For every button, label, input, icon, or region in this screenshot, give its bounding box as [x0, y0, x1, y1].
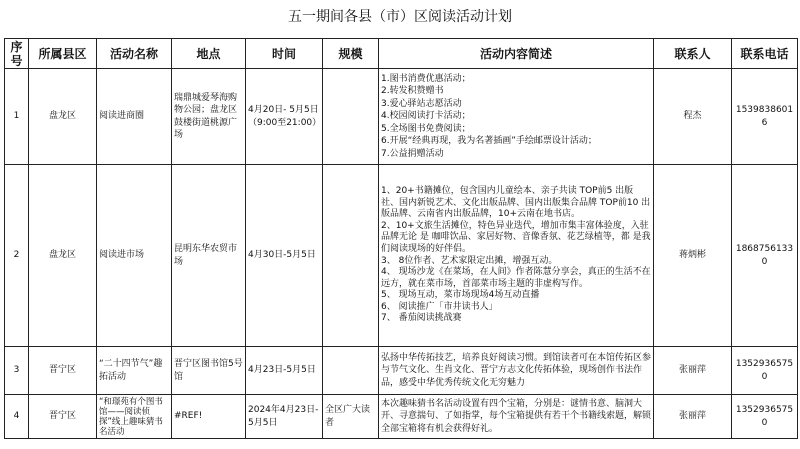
cell-phone: 13529365750	[732, 395, 798, 439]
cell-scale	[323, 69, 379, 165]
content-line: 1.图书消费优惠活动；	[381, 73, 471, 84]
header-county: 所属县区	[29, 39, 97, 69]
content-line: 3、 8位作者、艺术家限定出摊，增强互动。	[381, 255, 558, 266]
cell-phone: 15398386016	[732, 69, 798, 165]
cell-place: 昆明东华农贸市场	[172, 165, 246, 347]
cell-phone: 18687561330	[732, 165, 798, 347]
cell-contact: 张丽萍	[654, 395, 732, 439]
header-name: 活动名称	[97, 39, 172, 69]
header-scale: 规模	[323, 39, 379, 69]
cell-content	[379, 395, 654, 439]
header-row	[5, 39, 798, 69]
content-line: 7、 番茄阅读挑战赛	[381, 313, 462, 324]
header-no: 序号	[5, 39, 29, 69]
header-phone: 联系电话	[732, 39, 798, 69]
content-line: 4.校园阅读打卡活动；	[381, 111, 471, 122]
cell-phone: 13529365750	[732, 347, 798, 395]
cell-content	[379, 165, 654, 347]
cell-time: 4月23日-5月5日	[246, 347, 323, 395]
header-content: 活动内容简述	[379, 39, 654, 69]
header-place: 地点	[172, 39, 246, 69]
cell-county: 晋宁区	[29, 347, 97, 395]
cell-contact: 张丽萍	[654, 347, 732, 395]
table-row	[5, 165, 798, 347]
content-line: 3.爱心驿站志愿活动	[381, 98, 462, 109]
content-line: 弘扬中华传拓技艺，培养良好阅读习惯。到馆读者可在本馆传拓区参与节气文化、生肖文化、晋宁方志文化传拓体验，现场创作书法作品，感受中华优秀传统文化无穷魅力	[381, 352, 652, 388]
cell-content	[379, 347, 654, 395]
table-row	[5, 395, 798, 439]
activity-table	[4, 38, 798, 439]
page-title: 五一期间各县（市）区阅读活动计划	[288, 9, 512, 25]
cell-scale	[323, 165, 379, 347]
content-line: 6、 阅读推广「市井读书人」	[381, 301, 498, 312]
cell-contact: 蒋炳彬	[654, 165, 732, 347]
cell-scale	[323, 347, 379, 395]
content-line: 2、10+文旅生活摊位，特色异业迭代，增加市集丰富体验度，入驻品牌无论 是 咖啡饮品、家居好物、音像香氛、花艺绿植等，都 是我们阅读现场的好伴侣。	[381, 220, 651, 254]
cell-name: 阅读进市场	[97, 165, 172, 347]
cell-place: 晋宁区图书馆5号馆	[172, 347, 246, 395]
header-contact: 联系人	[654, 39, 732, 69]
cell-no: 4	[5, 395, 29, 439]
content-line: 4、 现场沙龙《在菜场，在人间》作者陈慧分享会，真正的生活不在远方，就在菜市场，首部菜市场主题的非虚构写作。	[381, 267, 651, 289]
cell-no: 3	[5, 347, 29, 395]
cell-county: 盘龙区	[29, 165, 97, 347]
content-line: 本次趣味猜书名活动设置有四个宝箱，分别是：谜情书意、脑洞大开、寻意揣句、了如指掌，每个宝箱提供有若干个书籍线索题，解锁全部宝箱将有机会获得好礼。	[381, 398, 652, 434]
cell-contact: 程杰	[654, 69, 732, 165]
cell-time: 4月30日-5月5日	[246, 165, 323, 347]
content-line: 1、20+书籍摊位，包含国内儿童绘本、亲子共读 TOP前5 出版社、国内新锐艺术、文化出版品牌、国内出版集合品牌 TOP前10 出版品牌、云南省内出版品牌，10+云南在地书店。	[381, 185, 651, 220]
table-row	[5, 69, 798, 165]
cell-name: 阅读进商圈	[97, 69, 172, 165]
cell-content	[379, 69, 654, 165]
content-line: 7.公益捐赠活动	[381, 148, 444, 159]
cell-scale: 全区广大读者	[323, 395, 379, 439]
content-line: 6.开展“经典再现，我为名著插画”手绘邮票设计活动；	[381, 136, 597, 147]
content-line: 5、 现场互动，菜市场现场4场互动直播	[381, 290, 540, 301]
table-row	[5, 347, 798, 395]
content-line: 2.转发积赞赠书	[381, 86, 444, 97]
cell-no: 2	[5, 165, 29, 347]
content-line: 5.全场图书免费阅读；	[381, 123, 471, 134]
cell-no: 1	[5, 69, 29, 165]
cell-county: 盘龙区	[29, 69, 97, 165]
header-time: 时间	[246, 39, 323, 69]
cell-name: “和璟苑有个图书馆——阅读侦探”线上趣味猜书名活动	[97, 395, 172, 439]
cell-time: 4月20日- 5月5日（9:00至21:00）	[246, 69, 323, 165]
cell-county: 晋宁区	[29, 395, 97, 439]
cell-place: #REF!	[172, 395, 246, 439]
cell-time: 2024年4月23日-5月5日	[246, 395, 323, 439]
cell-name: “二十四节气”趣拓活动	[97, 347, 172, 395]
cell-place: 瑞鼎城爱琴海购物公园；盘龙区鼓楼街道桃源广场	[172, 69, 246, 165]
